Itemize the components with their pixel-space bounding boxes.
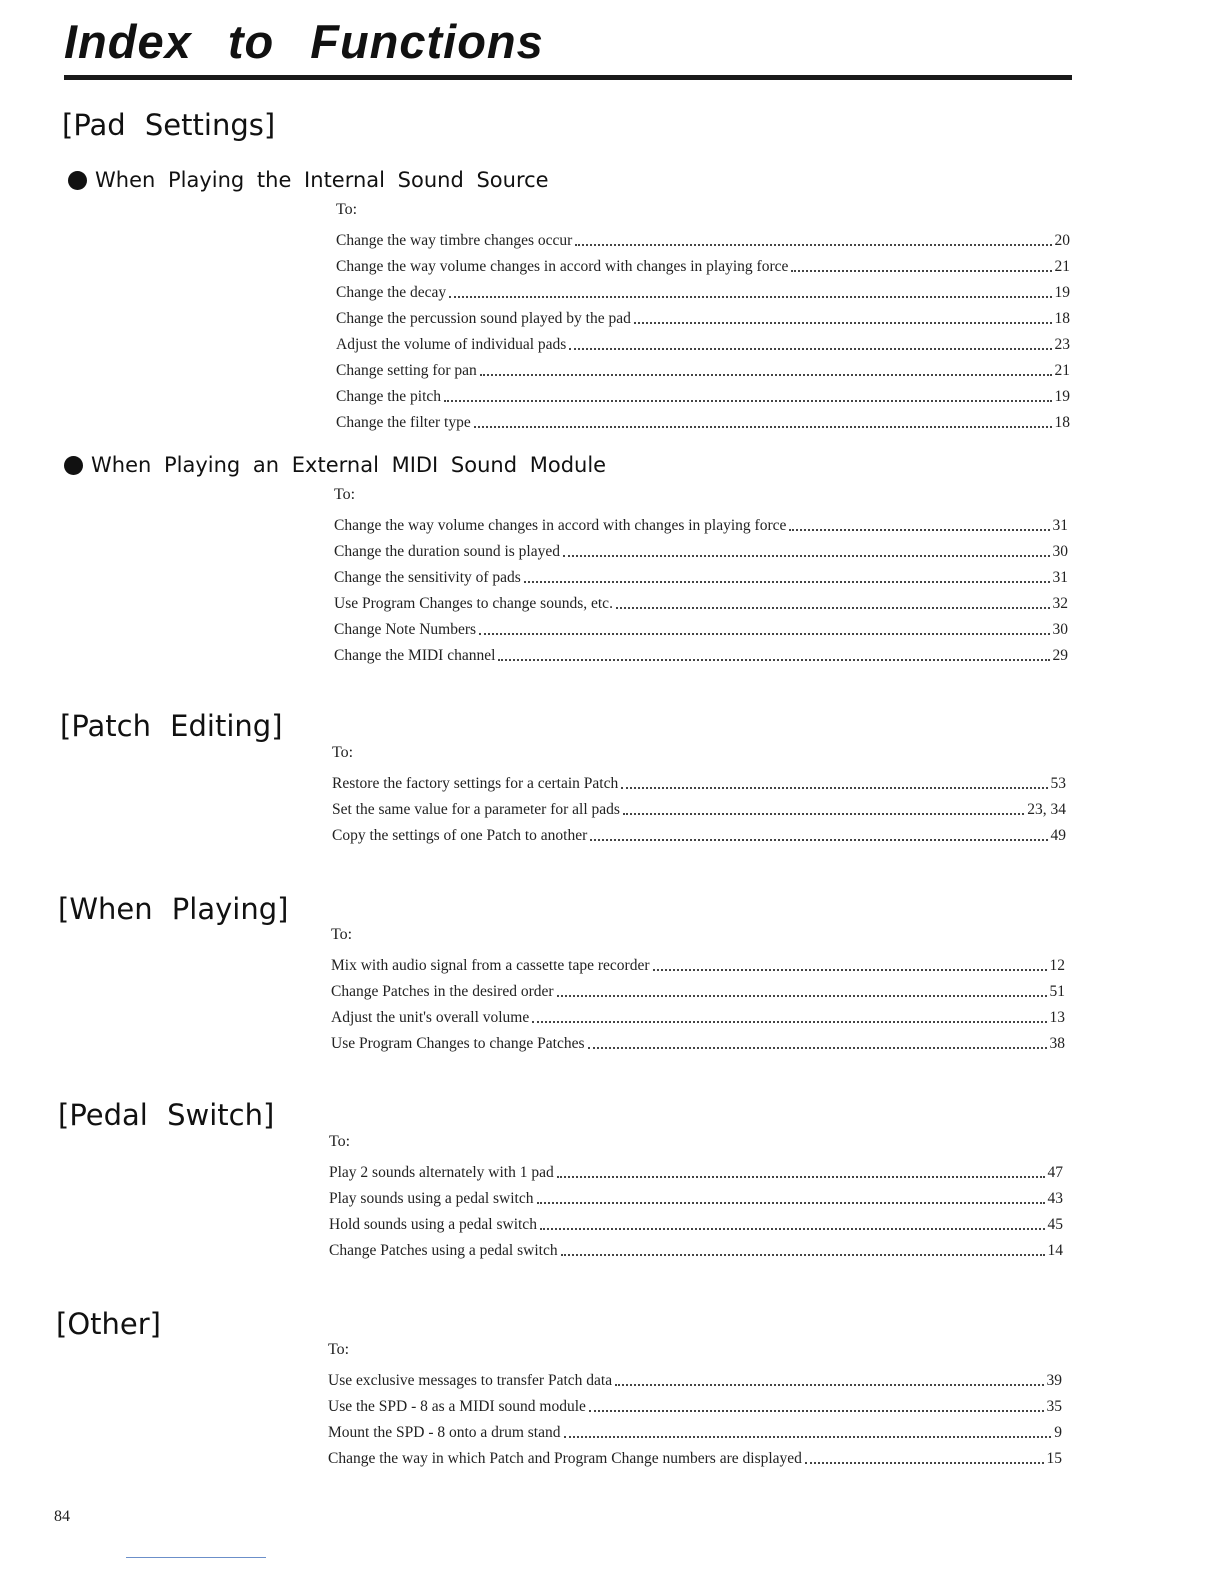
entry-text: Hold sounds using a pedal switch <box>329 1216 537 1233</box>
entry-page-number: 38 <box>1049 1035 1065 1052</box>
entry-text: Change the duration sound is played <box>334 543 560 560</box>
dot-leader <box>557 1176 1045 1178</box>
entry-text: Use Program Changes to change sounds, etc. <box>334 595 613 612</box>
entry-text: Change the way volume changes in accord with changes in playing force <box>336 258 789 275</box>
entry-text: Change the filter type <box>336 414 471 431</box>
entries-when-playing <box>331 949 1065 1053</box>
index-entry <box>328 1416 1062 1442</box>
dot-leader <box>561 1254 1045 1256</box>
index-entry <box>329 1156 1063 1182</box>
entry-page-number: 21 <box>1054 258 1070 275</box>
entry-page-number: 30 <box>1052 621 1068 638</box>
subheading-text: When Playing an External MIDI Sound Module <box>91 453 607 477</box>
dot-leader <box>615 1384 1043 1386</box>
subheading-text: When Playing the Internal Sound Source <box>95 168 549 192</box>
index-entry <box>336 380 1070 406</box>
dot-leader <box>474 426 1052 428</box>
to-label: To: <box>334 486 356 503</box>
dot-leader <box>569 348 1051 350</box>
bullet-icon <box>64 456 83 475</box>
dot-leader <box>444 400 1051 402</box>
entry-page-number: 45 <box>1047 1216 1063 1233</box>
dot-leader <box>589 1410 1044 1412</box>
index-entry <box>328 1390 1062 1416</box>
index-entry <box>328 1364 1062 1390</box>
to-label: To: <box>336 201 358 218</box>
entry-text: Use the SPD - 8 as a MIDI sound module <box>328 1398 586 1415</box>
dot-leader <box>588 1047 1047 1049</box>
entry-text: Play sounds using a pedal switch <box>329 1190 534 1207</box>
entry-page-number: 19 <box>1054 284 1070 301</box>
entry-text: Change the decay <box>336 284 447 301</box>
index-entry <box>334 509 1068 535</box>
entry-text: Adjust the unit's overall volume <box>331 1009 530 1026</box>
entry-text: Change the MIDI channel <box>334 647 496 664</box>
entry-page-number: 53 <box>1050 775 1066 792</box>
entry-page-number: 31 <box>1052 517 1068 534</box>
entry-text: Change the pitch <box>336 388 442 405</box>
entry-text: Change Patches using a pedal switch <box>329 1242 558 1259</box>
dot-leader <box>563 555 1050 557</box>
entry-text: Use exclusive messages to transfer Patch data <box>328 1372 613 1389</box>
entry-page-number: 14 <box>1047 1242 1063 1259</box>
entry-text: Change the way timbre changes occur <box>336 232 573 249</box>
entry-text: Adjust the volume of individual pads <box>336 336 567 353</box>
entry-page-number: 15 <box>1046 1450 1062 1467</box>
title-rule <box>64 75 1072 80</box>
entry-page-number: 20 <box>1054 232 1070 249</box>
subheading-external-midi-module <box>64 453 606 477</box>
dot-leader <box>575 244 1051 246</box>
dot-leader <box>524 581 1050 583</box>
index-entry <box>336 406 1070 432</box>
index-entry <box>329 1182 1063 1208</box>
dot-leader <box>621 787 1047 789</box>
entry-page-number: 29 <box>1052 647 1068 664</box>
index-entry <box>331 949 1065 975</box>
index-entry <box>334 613 1068 639</box>
index-entry <box>336 250 1070 276</box>
entry-text: Change Note Numbers <box>334 621 477 638</box>
entry-page-number: 47 <box>1047 1164 1063 1181</box>
entry-text: Restore the factory settings for a certain Patch <box>332 775 619 792</box>
entries-external <box>334 509 1068 665</box>
entry-page-number: 21 <box>1054 362 1070 379</box>
dot-leader <box>805 1462 1044 1464</box>
entry-page-number: 30 <box>1052 543 1068 560</box>
section-heading-other: [Other] <box>56 1307 161 1341</box>
entry-text: Change the way volume changes in accord with changes in playing force <box>334 517 787 534</box>
entry-text: Use Program Changes to change Patches <box>331 1035 585 1052</box>
index-entry <box>334 561 1068 587</box>
to-label: To: <box>331 926 353 943</box>
dot-leader <box>590 839 1047 841</box>
dot-leader <box>498 659 1049 661</box>
entry-text: Change the percussion sound played by the pad <box>336 310 631 327</box>
entry-page-number: 19 <box>1054 388 1070 405</box>
index-entry <box>332 767 1066 793</box>
entry-page-number: 32 <box>1052 595 1068 612</box>
dot-leader <box>480 374 1052 376</box>
entry-text: Set the same value for a parameter for all pads <box>332 801 620 818</box>
dot-leader <box>789 529 1049 531</box>
entry-text: Change Patches in the desired order <box>331 983 554 1000</box>
index-entry <box>329 1208 1063 1234</box>
entries-internal <box>336 224 1070 432</box>
index-entry <box>331 1027 1065 1053</box>
page-number: 84 <box>54 1508 70 1525</box>
section-heading-pad-settings: [Pad Settings] <box>62 108 276 142</box>
entry-page-number: 43 <box>1047 1190 1063 1207</box>
index-entry <box>336 354 1070 380</box>
entry-page-number: 13 <box>1049 1009 1065 1026</box>
subheading-internal-sound-source <box>68 168 549 192</box>
index-entry <box>332 793 1066 819</box>
entry-page-number: 18 <box>1054 414 1070 431</box>
entry-page-number: 18 <box>1054 310 1070 327</box>
dot-leader <box>653 969 1047 971</box>
dot-leader <box>449 296 1051 298</box>
index-entry <box>329 1234 1063 1260</box>
to-label: To: <box>332 744 354 761</box>
entry-page-number: 12 <box>1049 957 1065 974</box>
dot-leader <box>540 1228 1045 1230</box>
section-heading-pedal-switch: [Pedal Switch] <box>58 1098 275 1132</box>
index-entry <box>331 975 1065 1001</box>
dot-leader <box>537 1202 1045 1204</box>
entry-text: Change the sensitivity of pads <box>334 569 521 586</box>
dot-leader <box>532 1021 1046 1023</box>
entry-page-number: 23, 34 <box>1027 801 1066 818</box>
section-heading-patch-editing: [Patch Editing] <box>60 709 283 743</box>
entry-text: Mount the SPD - 8 onto a drum stand <box>328 1424 561 1441</box>
entry-page-number: 23 <box>1054 336 1070 353</box>
index-entry <box>336 302 1070 328</box>
entry-text: Change the way in which Patch and Program Change numbers are displayed <box>328 1450 802 1467</box>
entry-page-number: 51 <box>1049 983 1065 1000</box>
index-entry <box>334 587 1068 613</box>
index-entry <box>334 639 1068 665</box>
dot-leader <box>557 995 1047 997</box>
dot-leader <box>479 633 1049 635</box>
entries-other <box>328 1364 1062 1468</box>
dot-leader <box>616 607 1050 609</box>
entry-page-number: 35 <box>1046 1398 1062 1415</box>
bullet-icon <box>68 171 87 190</box>
to-label: To: <box>329 1133 351 1150</box>
dot-leader <box>634 322 1052 324</box>
footer-rule <box>126 1557 266 1558</box>
index-entry <box>336 328 1070 354</box>
entry-page-number: 31 <box>1052 569 1068 586</box>
index-entry <box>336 276 1070 302</box>
entry-page-number: 49 <box>1050 827 1066 844</box>
entry-page-number: 39 <box>1046 1372 1062 1389</box>
dot-leader <box>564 1436 1052 1438</box>
dot-leader <box>623 813 1024 815</box>
index-entry <box>336 224 1070 250</box>
entries-patch-editing <box>332 767 1066 845</box>
index-entry <box>331 1001 1065 1027</box>
entry-text: Copy the settings of one Patch to another <box>332 827 588 844</box>
entry-text: Play 2 sounds alternately with 1 pad <box>329 1164 554 1181</box>
index-entry <box>328 1442 1062 1468</box>
entry-text: Change setting for pan <box>336 362 477 379</box>
index-entry <box>334 535 1068 561</box>
entry-text: Mix with audio signal from a cassette tape recorder <box>331 957 650 974</box>
entries-pedal-switch <box>329 1156 1063 1260</box>
section-heading-when-playing: [When Playing] <box>58 892 289 926</box>
index-entry <box>332 819 1066 845</box>
entry-page-number: 9 <box>1054 1424 1062 1441</box>
dot-leader <box>791 270 1051 272</box>
page-title: Index to Functions <box>64 15 544 68</box>
to-label: To: <box>328 1341 350 1358</box>
